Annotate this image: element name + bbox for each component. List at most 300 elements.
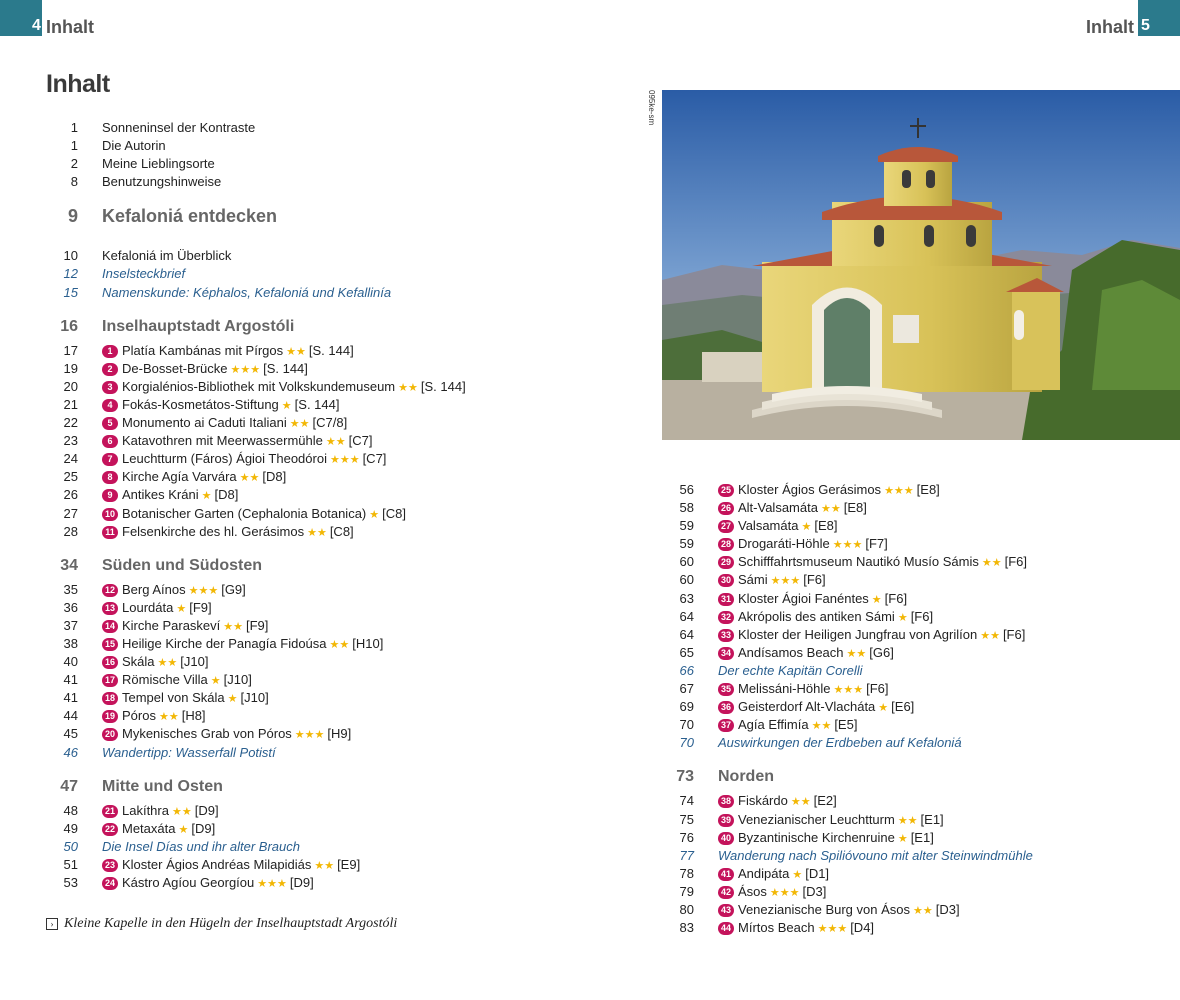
- map-reference: [H8]: [181, 708, 206, 724]
- rating-stars: ★★★: [833, 684, 864, 697]
- toc-page-number: 23: [63, 433, 78, 449]
- toc-entry: [46, 505, 606, 523]
- map-reference: [D1]: [805, 865, 830, 881]
- toc-entry: [662, 901, 1180, 919]
- toc-section-heading: [46, 778, 606, 802]
- map-reference: [F7]: [865, 536, 888, 552]
- toc-entry-text: [102, 838, 300, 856]
- toc-gap: [46, 302, 606, 318]
- map-reference: [D8]: [214, 487, 239, 503]
- toc-entry: [662, 571, 1180, 589]
- toc-page-number: 15: [63, 284, 78, 300]
- left-running-title: Inhalt: [46, 17, 94, 37]
- toc-entry-title: Kloster der Heiligen Jungfrau von Agrilíon: [738, 626, 978, 642]
- toc-entry: [662, 517, 1180, 535]
- sight-number-badge: 24: [102, 877, 118, 890]
- toc-page-number: 70: [679, 717, 694, 733]
- sight-number-badge: 17: [102, 674, 118, 687]
- caption-text: Kleine Kapelle in den Hügeln der Inselhauptstadt Argostóli: [64, 916, 398, 931]
- sight-number-badge: 29: [718, 556, 734, 569]
- sight-number-badge: 1: [102, 345, 118, 358]
- toc-entry-text: [102, 778, 223, 796]
- map-reference: [F9]: [246, 617, 269, 633]
- toc-entry-title: Lakíthra: [122, 802, 169, 818]
- rating-stars: ★★: [980, 629, 1000, 642]
- toc-page-number: 65: [679, 644, 694, 660]
- toc-entry-text: [718, 535, 888, 554]
- toc-entry: [46, 137, 606, 155]
- toc-entry-title: Tempel von Skála: [122, 690, 225, 706]
- chevron-right-icon: ›: [46, 918, 58, 930]
- rating-stars: ★: [210, 675, 221, 688]
- toc-page-number: 44: [63, 708, 78, 724]
- toc-entry: [46, 802, 606, 820]
- sight-number-badge: 34: [718, 647, 734, 660]
- map-reference: [E8]: [814, 518, 838, 534]
- map-reference: [E8]: [916, 482, 940, 497]
- sight-number-badge: 2: [102, 363, 118, 376]
- toc-entry-text: [718, 829, 934, 848]
- sight-number-badge: 22: [102, 823, 118, 836]
- toc-entry-text: [718, 626, 1025, 645]
- toc-gap: [662, 752, 1180, 768]
- sight-number-badge: 11: [102, 526, 118, 539]
- toc-entry: [662, 680, 1180, 698]
- toc-entry: [662, 883, 1180, 901]
- toc-page-number: 27: [63, 505, 78, 521]
- toc-entry-text: [718, 847, 1033, 865]
- toc-entry-title: Heilige Kirche der Panagía Fidoúsa: [122, 635, 327, 651]
- toc-entry: [46, 725, 606, 743]
- toc-page-number: 50: [63, 838, 78, 854]
- map-reference: [S. 144]: [308, 342, 354, 358]
- map-reference: [C8]: [382, 505, 406, 521]
- rating-stars: ★★: [171, 805, 192, 818]
- rating-stars: ★★: [307, 526, 327, 539]
- toc-entry-title: Geisterdorf Alt-Vlacháta: [738, 699, 876, 715]
- toc-entry: [46, 468, 606, 486]
- toc-entry-text: [718, 481, 940, 500]
- toc-entry-text: [718, 883, 826, 902]
- toc-entry-title: Platía Kambánas mit Pírgos: [122, 342, 284, 358]
- toc-entry-text: [102, 689, 269, 708]
- toc-entry-title: Kefaloniá im Überblick: [102, 248, 232, 264]
- rating-stars: ★★: [223, 620, 243, 633]
- toc-entry-text: [102, 432, 372, 451]
- sight-number-badge: 32: [718, 611, 734, 624]
- rating-stars: ★★: [157, 657, 178, 670]
- sight-number-badge: 14: [102, 620, 118, 633]
- rating-stars: ★★: [239, 472, 260, 485]
- map-reference: [S. 144]: [294, 396, 340, 412]
- toc-entry-text: [102, 396, 339, 415]
- toc-feature-entry: [662, 662, 1180, 680]
- map-reference: [S. 144]: [263, 360, 308, 376]
- sight-number-badge: 8: [102, 471, 118, 484]
- sight-number-badge: 28: [718, 538, 734, 551]
- rating-stars: ★: [801, 521, 812, 534]
- sight-number-badge: 9: [102, 489, 118, 502]
- toc-entry: [662, 792, 1180, 810]
- toc-entry-title: Byzantinische Kirchenruine: [738, 829, 895, 845]
- toc-entry-text: [718, 865, 829, 884]
- map-reference: [E5]: [834, 717, 858, 733]
- toc-page-number: 34: [60, 556, 78, 574]
- toc-gap: [46, 762, 606, 778]
- rating-stars: ★★: [329, 638, 350, 651]
- toc-entry-title: Felsenkirche des hl. Gerásimos: [122, 523, 305, 539]
- map-reference: [D9]: [289, 875, 314, 890]
- toc-page-number: 67: [679, 681, 694, 697]
- toc-entry-title: Melissáni-Höhle: [738, 681, 831, 697]
- rating-stars: ★★: [981, 557, 1002, 570]
- toc-entry-title: Leuchtturm (Fáros) Ágioi Theodóroi: [122, 451, 327, 467]
- toc-entry-text: [102, 342, 354, 361]
- toc-entry-title: Agía Effimía: [738, 717, 809, 733]
- sight-number-badge: 19: [102, 710, 118, 723]
- toc-entry: [46, 599, 606, 617]
- toc-entry-text: [102, 378, 466, 397]
- toc-entry-title: Kloster Ágioi Fanéntes: [738, 590, 869, 606]
- toc-gap: [46, 541, 606, 557]
- toc-entry-text: [102, 617, 268, 636]
- toc-page-number: 37: [63, 617, 78, 633]
- map-reference: [F9]: [189, 599, 212, 615]
- toc-page-number: 40: [63, 654, 78, 670]
- toc-chapter-heading: [46, 207, 606, 231]
- toc-entry-text: [718, 590, 907, 609]
- toc-entry: [662, 716, 1180, 734]
- toc-entry-text: [102, 671, 252, 690]
- rating-stars: ★★★: [230, 363, 261, 376]
- toc-entry: [662, 590, 1180, 608]
- toc-entry-title: Katavothren mit Meerwassermühle: [122, 433, 323, 449]
- right-page-number: 5: [1141, 17, 1150, 34]
- toc-page-number: 76: [679, 829, 694, 845]
- rating-stars: ★★: [289, 418, 310, 431]
- toc-entry-text: [718, 571, 826, 590]
- rating-stars: ★: [897, 832, 908, 845]
- toc-feature-entry: [46, 284, 606, 302]
- sight-number-badge: 33: [718, 629, 734, 642]
- sight-number-badge: 13: [102, 602, 118, 615]
- toc-entry-title: De-Bosset-Brücke: [122, 360, 228, 376]
- toc-entry: [46, 432, 606, 450]
- toc-entry: [662, 698, 1180, 716]
- toc-entry: [662, 919, 1180, 937]
- toc-page-number: 17: [63, 342, 78, 358]
- toc-entry-text: [718, 499, 867, 518]
- toc-entry: [46, 247, 606, 265]
- toc-entry-title: Schifffahrtsmuseum Nautikó Musío Sámis: [738, 554, 979, 570]
- toc-entry-title: Akrópolis des antiken Sámi: [738, 608, 895, 624]
- toc-entry-title: Monumento ai Caduti Italiani: [122, 415, 287, 431]
- map-reference: [D4]: [850, 920, 875, 936]
- toc-entry-title: Mitte und Osten: [102, 777, 223, 795]
- map-reference: [D9]: [191, 820, 216, 836]
- map-reference: [C7/8]: [312, 415, 348, 431]
- sight-number-badge: 23: [102, 859, 118, 872]
- toc-entry-text: [102, 137, 166, 155]
- rating-stars: ★★: [286, 345, 306, 358]
- rating-stars: ★★: [820, 503, 841, 516]
- toc-entry-title: Der echte Kapitän Corelli: [718, 662, 863, 678]
- toc-entry: [662, 608, 1180, 626]
- toc-right-column: [662, 481, 1180, 937]
- toc-entry-text: [718, 768, 774, 786]
- toc-entry-title: Venezianischer Leuchtturm: [738, 811, 895, 827]
- toc-entry-title: Berg Aínos: [122, 581, 186, 597]
- rating-stars: ★: [792, 868, 803, 881]
- toc-page-number: 73: [676, 768, 694, 786]
- toc-entry: [662, 499, 1180, 517]
- map-reference: [S. 144]: [420, 378, 466, 394]
- toc-page-number: 24: [63, 451, 78, 467]
- toc-page-number: 66: [679, 662, 694, 678]
- toc-entry: [46, 856, 606, 874]
- toc-entry-title: Kástro Agíou Georgíou: [122, 875, 255, 890]
- rating-stars: ★: [201, 490, 212, 503]
- toc-entry-text: [102, 599, 212, 618]
- toc-entry: [46, 155, 606, 173]
- toc-entry-title: Mírtos Beach: [738, 920, 815, 936]
- toc-page-number: 36: [63, 599, 78, 615]
- rating-stars: ★: [227, 693, 238, 706]
- toc-section-heading: [46, 557, 606, 581]
- toc-feature-entry: [46, 265, 606, 283]
- map-reference: [F6]: [884, 590, 908, 606]
- rating-stars: ★: [369, 508, 380, 521]
- toc-page-number: 1: [70, 120, 78, 135]
- map-reference: [E6]: [891, 699, 915, 715]
- map-reference: [E2]: [813, 793, 837, 809]
- toc-entry-text: [102, 505, 406, 524]
- toc-feature-entry: [662, 847, 1180, 865]
- toc-entry-text: [718, 734, 962, 752]
- toc-entry-title: Skála: [122, 654, 155, 670]
- rating-stars: ★★: [325, 436, 346, 449]
- toc-page-number: 9: [67, 206, 78, 227]
- toc-page-number: 59: [679, 518, 694, 534]
- rating-stars: ★★: [314, 859, 335, 872]
- toc-left-column: [46, 119, 606, 892]
- toc-entry-title: Norden: [718, 768, 774, 786]
- toc-entry-title: Sámi: [738, 572, 768, 588]
- toc-page-number: 1: [70, 138, 78, 154]
- toc-entry-title: Andísamos Beach: [738, 644, 844, 660]
- sight-number-badge: 6: [102, 435, 118, 448]
- toc-entry-title: Inselhauptstadt Argostóli: [102, 317, 295, 335]
- toc-page-number: 45: [63, 726, 78, 742]
- toc-page-number: 77: [679, 847, 694, 863]
- toc-entry-title: Namenskunde: Képhalos, Kefaloniá und Kefallinía: [102, 284, 392, 300]
- sight-number-badge: 37: [718, 719, 734, 732]
- toc-entry: [46, 342, 606, 360]
- toc-entry-title: Kloster Ágios Gerásimos: [738, 482, 882, 497]
- toc-entry: [662, 535, 1180, 553]
- toc-entry: [662, 644, 1180, 662]
- toc-entry: [662, 553, 1180, 571]
- map-reference: [F6]: [910, 608, 934, 624]
- sight-number-badge: 5: [102, 417, 118, 430]
- toc-entry-text: [102, 653, 208, 672]
- toc-entry-text: [718, 698, 914, 717]
- toc-entry: [662, 481, 1180, 499]
- toc-page-number: 41: [63, 672, 78, 688]
- toc-page-number: 70: [679, 735, 694, 751]
- toc-entry-title: Póros: [122, 708, 156, 724]
- toc-entry: [46, 414, 606, 432]
- sight-number-badge: 31: [718, 593, 734, 606]
- toc-entry: [46, 671, 606, 689]
- rating-stars: ★★: [790, 796, 811, 809]
- toc-entry-title: Römische Villa: [122, 672, 208, 688]
- toc-entry: [46, 820, 606, 838]
- rating-stars: ★: [281, 399, 292, 412]
- toc-entry: [46, 707, 606, 725]
- toc-entry-title: Süden und Südosten: [102, 556, 262, 574]
- rating-stars: ★★★: [257, 878, 287, 890]
- toc-entry: [662, 865, 1180, 883]
- toc-entry-text: [102, 802, 219, 821]
- rating-stars: ★★★: [817, 923, 848, 936]
- map-reference: [J10]: [223, 672, 252, 688]
- toc-entry-title: Sonneninsel der Kontraste: [102, 120, 256, 135]
- toc-entry: [662, 626, 1180, 644]
- toc-entry: [46, 360, 606, 378]
- toc-entry-text: [718, 716, 857, 735]
- toc-entry-text: [102, 119, 255, 137]
- toc-entry: [46, 173, 606, 191]
- toc-entry-text: [102, 318, 294, 336]
- sight-number-badge: 43: [718, 904, 734, 917]
- toc-entry: [46, 119, 606, 137]
- map-reference: [D8]: [262, 469, 287, 485]
- toc-entry-text: [102, 523, 354, 542]
- toc-entry-title: Ásos: [738, 883, 767, 899]
- sight-number-badge: 12: [102, 584, 118, 597]
- toc-page-number: 51: [63, 856, 78, 872]
- toc-entry-text: [102, 414, 347, 433]
- toc-page-number: 41: [63, 690, 78, 706]
- toc-page-number: 47: [60, 777, 78, 795]
- toc-page-number: 74: [679, 793, 694, 809]
- rating-stars: ★★: [913, 904, 933, 917]
- sight-number-badge: 26: [718, 502, 734, 515]
- toc-gap: [46, 191, 606, 207]
- toc-page-number: 46: [63, 744, 78, 760]
- toc-entry-text: [102, 707, 206, 726]
- map-reference: [E9]: [337, 856, 361, 872]
- map-reference: [F6]: [866, 681, 889, 697]
- toc-feature-entry: [662, 734, 1180, 752]
- rating-stars: ★★★: [769, 886, 800, 899]
- sight-number-badge: 35: [718, 683, 734, 696]
- toc-page-number: 26: [63, 487, 78, 503]
- toc-page-number: 10: [63, 248, 78, 264]
- toc-entry: [46, 581, 606, 599]
- toc-entry: [46, 689, 606, 707]
- toc-entry-text: [102, 725, 351, 744]
- map-reference: [H10]: [352, 635, 384, 651]
- rating-stars: ★: [897, 611, 908, 624]
- rating-stars: ★★★: [188, 584, 219, 597]
- toc-entry-text: [102, 635, 383, 654]
- sight-number-badge: 38: [718, 795, 734, 808]
- toc-page-number: 22: [63, 415, 78, 431]
- map-reference: [C7]: [348, 433, 373, 449]
- toc-section-heading: [662, 768, 1180, 792]
- photo-caption: [46, 916, 397, 932]
- map-reference: [C8]: [329, 523, 354, 539]
- toc-entry: [662, 829, 1180, 847]
- toc-page-number: 58: [679, 500, 694, 516]
- toc-entry: [46, 396, 606, 414]
- toc-entry-title: Die Insel Días und ihr alter Brauch: [102, 838, 300, 854]
- rating-stars: ★: [871, 593, 882, 606]
- toc-page-number: 48: [63, 802, 78, 818]
- sight-number-badge: 25: [718, 484, 734, 497]
- toc-entry-title: Mykenisches Grab von Póros: [122, 726, 292, 742]
- toc-entry-text: [718, 662, 863, 680]
- map-reference: [H9]: [327, 726, 352, 742]
- rating-stars: ★★: [398, 381, 418, 394]
- toc-entry-title: Drogaráti-Höhle: [738, 536, 830, 552]
- sight-number-badge: 15: [102, 638, 118, 651]
- toc-entry-title: Lourdáta: [122, 599, 174, 615]
- toc-page-number: 80: [679, 901, 694, 917]
- toc-entry-text: [102, 207, 277, 225]
- toc-entry: [46, 617, 606, 635]
- map-reference: [F6]: [803, 572, 826, 588]
- rating-stars: ★★★: [832, 539, 863, 552]
- sight-number-badge: 41: [718, 868, 734, 881]
- toc-entry-title: Venezianische Burg von Ásos: [738, 901, 910, 917]
- toc-page-number: 64: [679, 626, 694, 642]
- toc-entry: [46, 653, 606, 671]
- toc-entry-text: [102, 247, 231, 265]
- toc-entry-text: [102, 874, 314, 893]
- toc-page-number: 60: [679, 572, 694, 588]
- toc-entry-text: [102, 450, 386, 469]
- toc-page-number: 64: [679, 608, 694, 624]
- toc-entry-text: [718, 553, 1027, 572]
- toc-entry-title: Wanderung nach Spilióvouno mit alter Steinwindmühle: [718, 847, 1033, 863]
- sight-number-badge: 40: [718, 832, 734, 845]
- photo-credit: 095ke-sm: [647, 90, 656, 126]
- rating-stars: ★★★: [770, 575, 801, 588]
- toc-entry-title: Korgialénios-Bibliothek mit Volkskundemuseum: [122, 378, 396, 394]
- toc-entry: [46, 486, 606, 504]
- toc-entry: [662, 811, 1180, 829]
- toc-page-number: 12: [63, 266, 78, 282]
- toc-page-number: 49: [63, 820, 78, 836]
- toc-entry-text: [102, 265, 185, 283]
- sight-number-badge: 10: [102, 508, 118, 521]
- toc-entry: [46, 450, 606, 468]
- chapel-photo: [662, 90, 1180, 440]
- toc-entry-text: [718, 811, 944, 830]
- toc-section-heading: [46, 318, 606, 342]
- toc-page-number: 35: [63, 581, 78, 597]
- map-reference: [J10]: [240, 690, 269, 706]
- toc-entry-title: Auswirkungen der Erdbeben auf Kefaloniá: [718, 735, 962, 751]
- toc-entry-text: [718, 680, 888, 699]
- toc-entry-title: Valsamáta: [738, 518, 799, 534]
- toc-entry-text: [102, 284, 391, 302]
- sight-number-badge: 36: [718, 701, 734, 714]
- map-reference: [D3]: [935, 901, 960, 917]
